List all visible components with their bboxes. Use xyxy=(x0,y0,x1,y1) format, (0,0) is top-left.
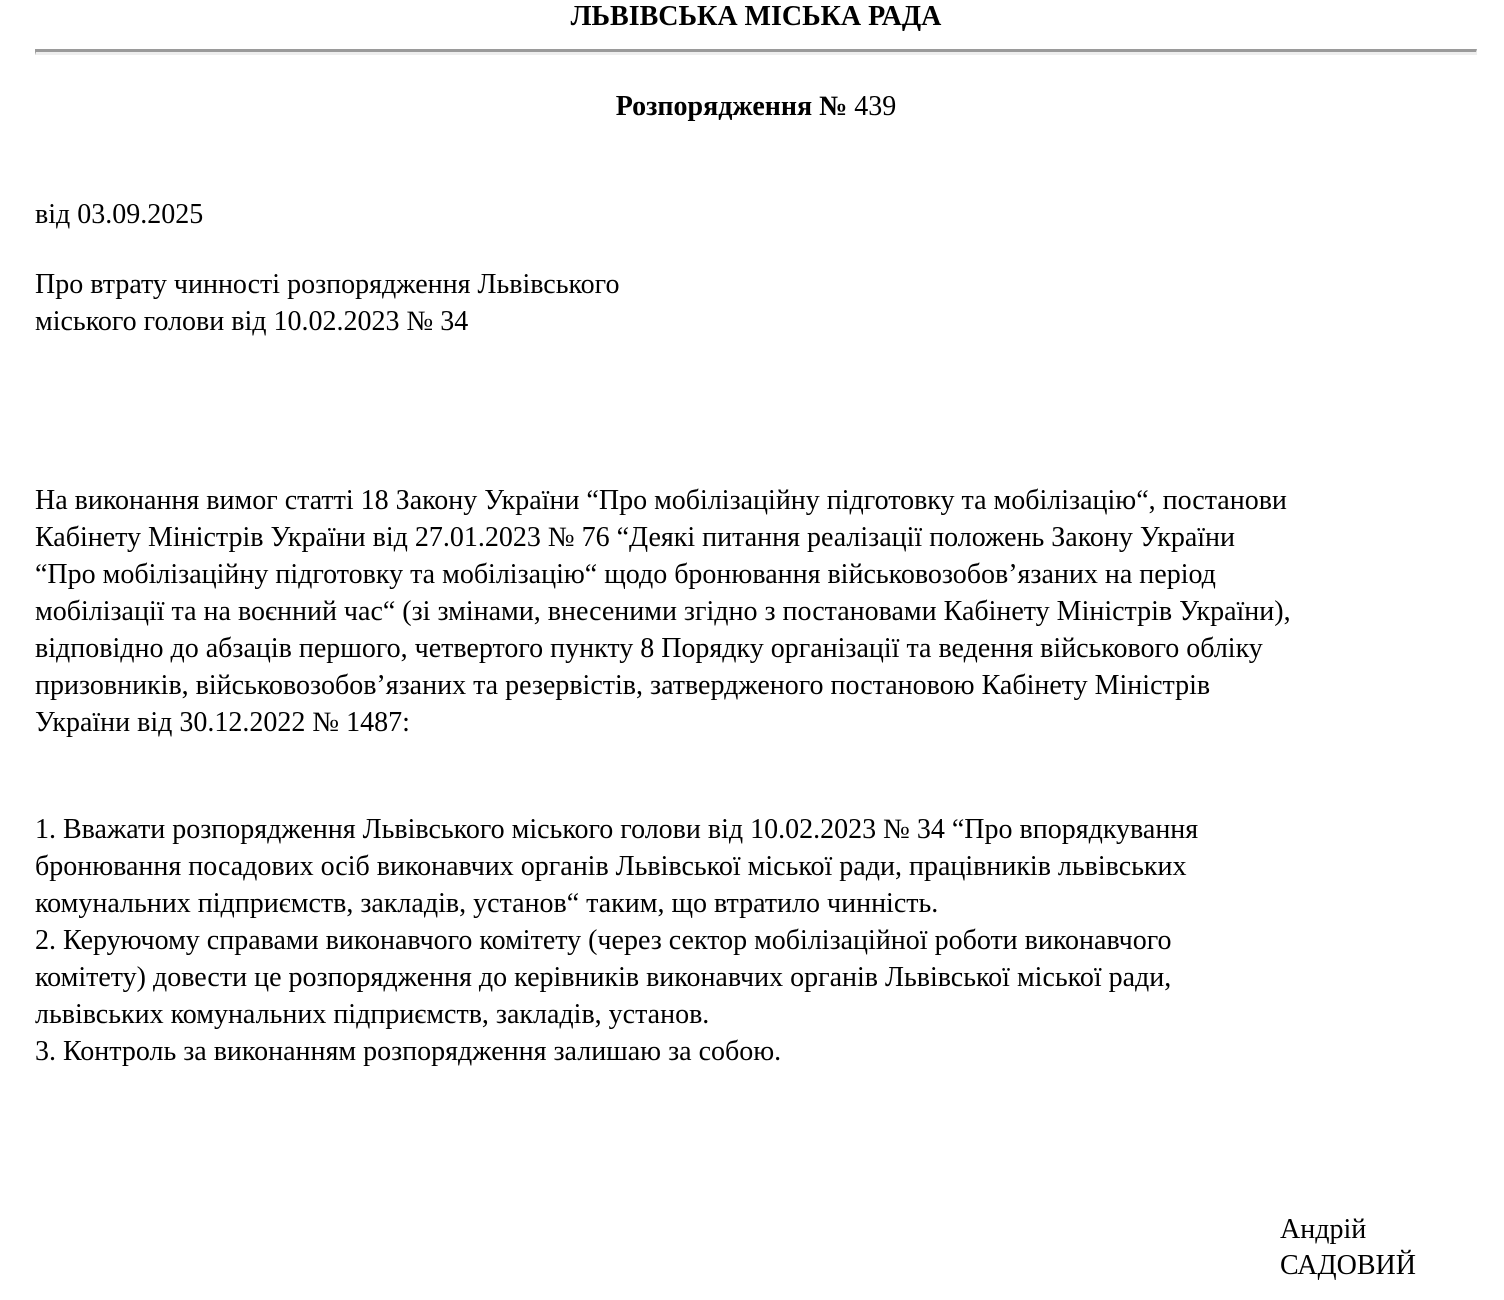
preamble-line: України від 30.12.2022 № 1487: xyxy=(35,707,410,738)
order-number: 439 xyxy=(854,91,897,122)
item-line: 1. Вважати розпорядження Львівського міського голови від 10.02.2023 № 34 “Про впорядкування xyxy=(35,814,1199,845)
preamble-line: На виконання вимог статті 18 Закону України “Про мобілізаційну підготовку та мобілізацію“, постанови xyxy=(35,485,1287,516)
order-item-2 xyxy=(35,922,1477,1033)
order-item-1 xyxy=(35,811,1477,922)
item-line: 3. Контроль за виконанням розпорядження залишаю за собою. xyxy=(35,1036,782,1067)
subject-line: Про втрату чинності розпорядження Львівського xyxy=(35,269,620,300)
preamble-line: призовників, військовозобов’язаних та резервістів, затвердженого постановою Кабінету Міністрів xyxy=(35,670,1211,701)
signatory-last-name: САДОВИЙ xyxy=(1280,1250,1416,1281)
preamble-line: відповідно до абзаців першого, четвертого пункту 8 Порядку організації та ведення військового обліку xyxy=(35,633,1263,664)
preamble-line: Кабінету Міністрів України від 27.01.2023 № 76 “Деякі питання реалізації положень Закону України xyxy=(35,522,1236,553)
item-line: комітету) довести це розпорядження до керівників виконавчих органів Львівської міської ради, xyxy=(35,962,1172,993)
order-date: від 03.09.2025 xyxy=(35,199,204,230)
order-title xyxy=(35,89,1477,125)
subject-line: міського голови від 10.02.2023 № 34 xyxy=(35,306,469,337)
item-line: комунальних підприємств, закладів, установ“ таким, що втратило чинність. xyxy=(35,888,939,919)
order-items-list xyxy=(35,811,1477,1070)
item-line: бронювання посадових осіб виконавчих органів Львівської міської ради, працівників львівських xyxy=(35,851,1187,882)
item-line: 2. Керуючому справами виконавчого комітету (через сектор мобілізаційної роботи виконавчого xyxy=(35,925,1172,956)
preamble-paragraph xyxy=(35,482,1477,741)
order-subject xyxy=(35,266,755,340)
preamble-line: “Про мобілізаційну підготовку та мобілізацію“ щодо бронювання військовозобов’язаних на період xyxy=(35,559,1216,590)
order-item-3 xyxy=(35,1033,1477,1070)
council-name-heading: ЛЬВІВСЬКА МІСЬКА РАДА xyxy=(570,1,942,32)
order-label: Розпорядження № xyxy=(615,91,848,122)
preamble-line: мобілізації та на воєнний час“ (зі змінами, внесеними згідно з постановами Кабінету Міністрів України), xyxy=(35,596,1291,627)
signature-block xyxy=(1280,1212,1416,1284)
horizontal-divider xyxy=(35,49,1477,55)
item-line: львівських комунальних підприємств, закладів, установ. xyxy=(35,999,710,1030)
signatory-first-name: Андрій xyxy=(1280,1214,1367,1245)
